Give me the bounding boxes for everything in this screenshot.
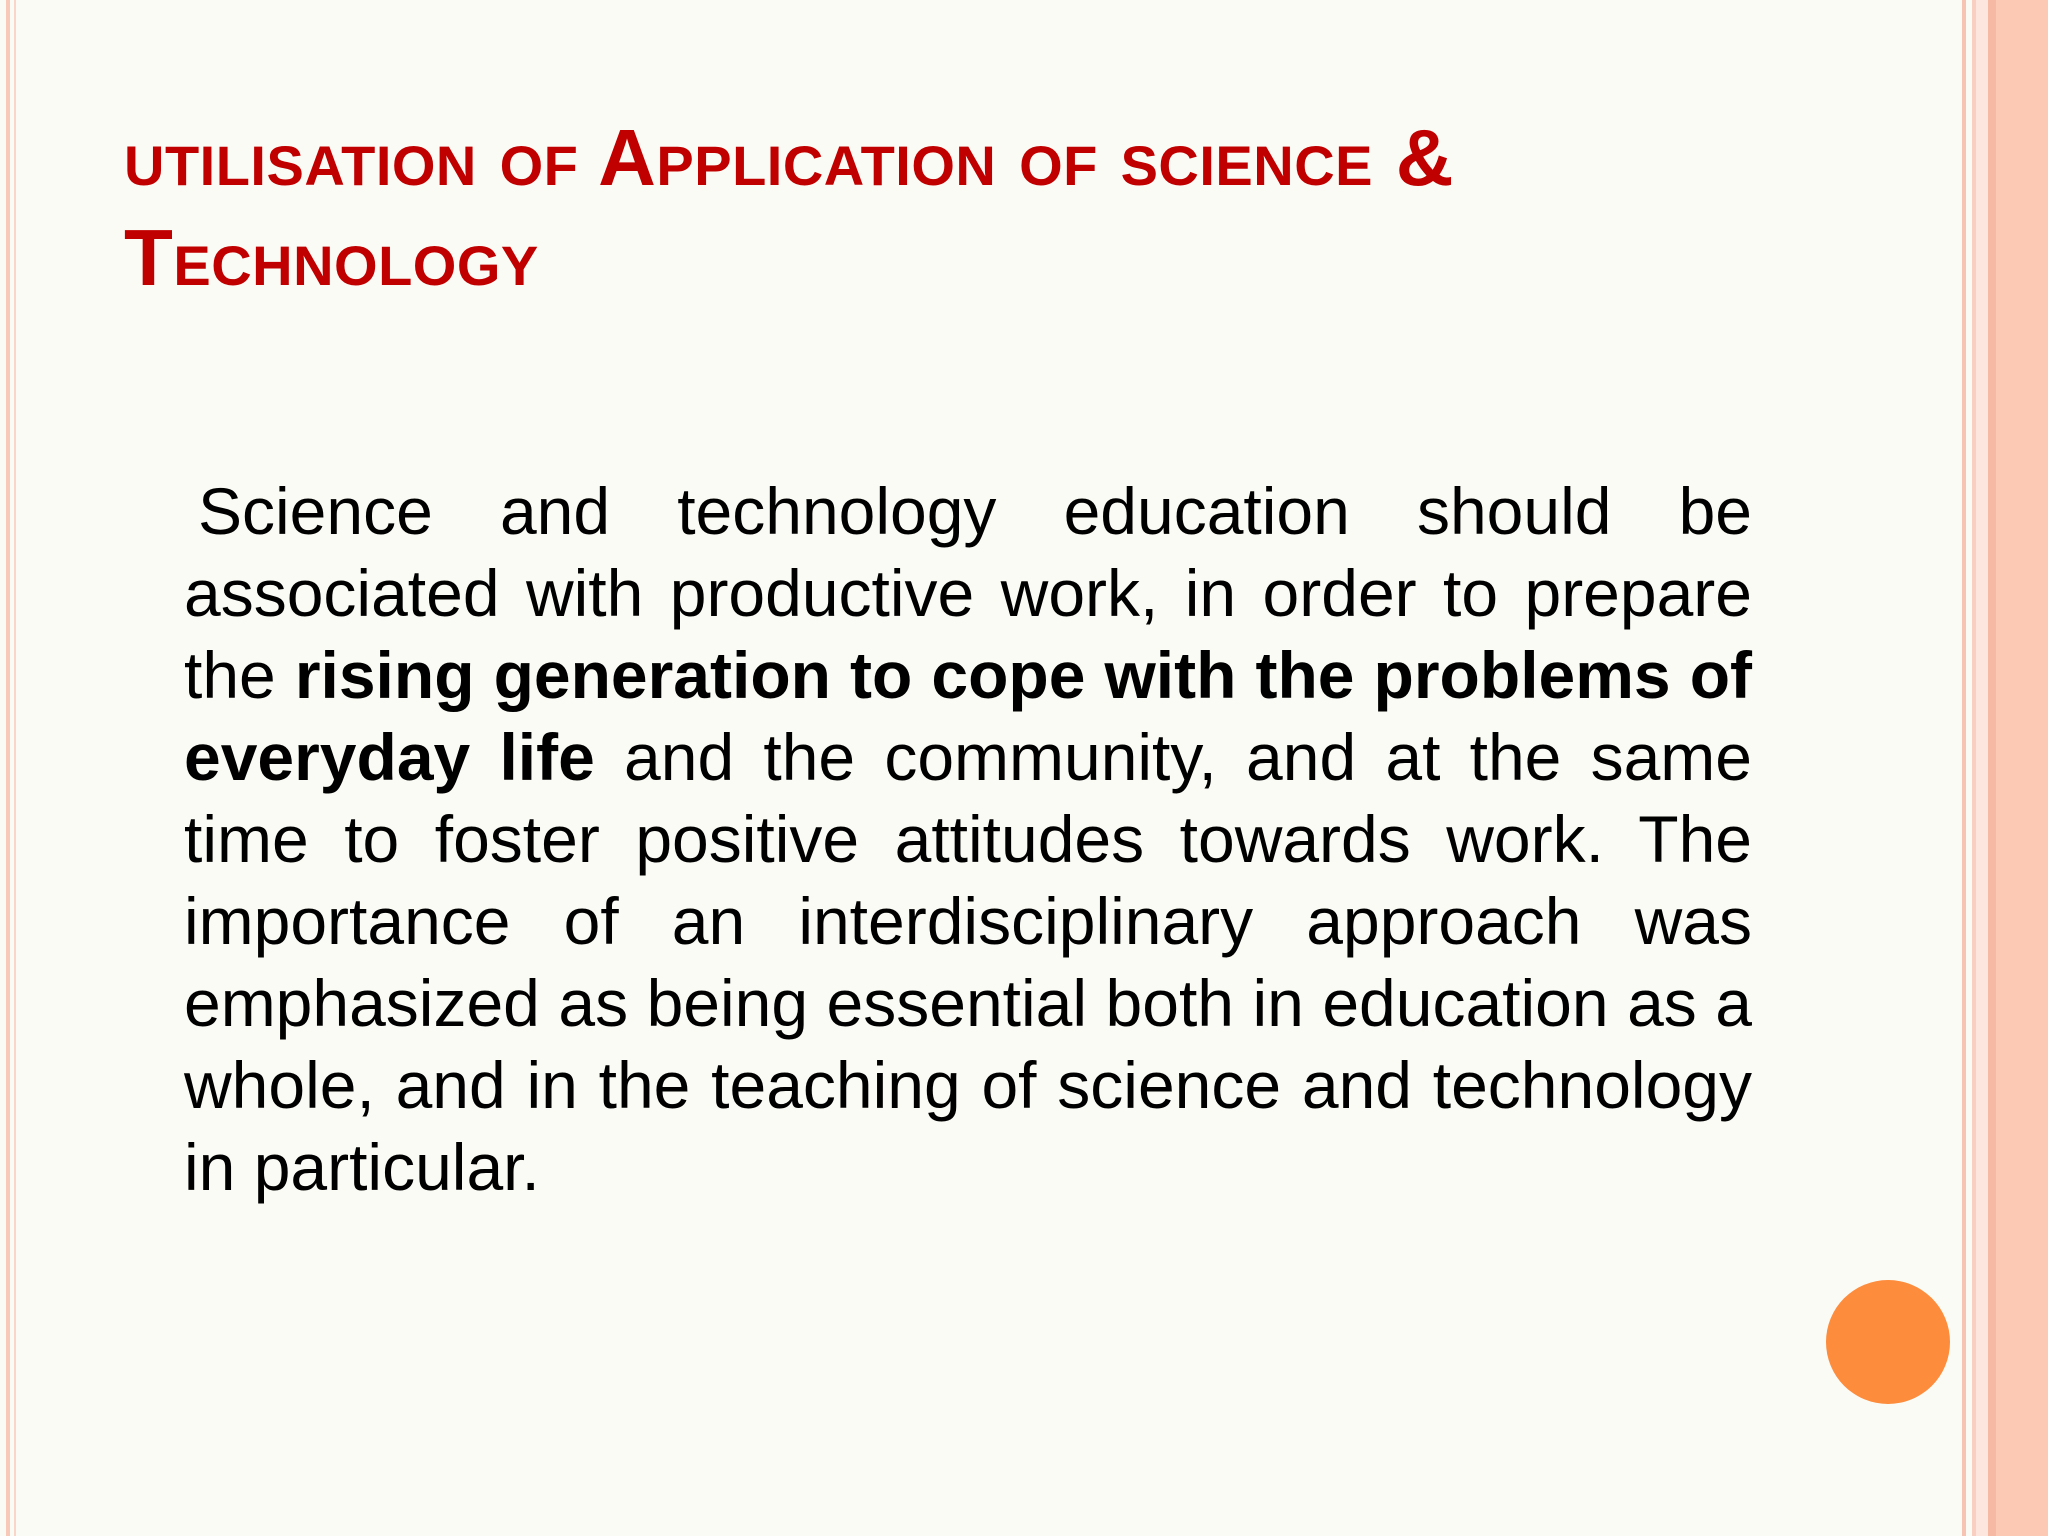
slide-body-text [184,470,1752,1208]
right-border-panel [1976,0,1988,1536]
orange-circle-decoration [1826,1280,1950,1404]
right-border-band [1996,0,2048,1536]
right-border-stripe [1988,0,1996,1536]
body-text-part-1: Science and technology education should be associated with productive work, in order to prepare the [184,474,1752,712]
left-border-line [6,0,10,1536]
body-text-part-2: and the community, and at the same time to foster positive attitudes towards work. The importance of an interdisciplinary approach was emphasized as being essential both in education as a whole, and in the teaching of science and technology in particular. [184,720,1752,1204]
right-border-stripe [1962,0,1966,1536]
slide-title: utilisation of Application of science & Technology [124,113,1455,302]
left-border-line-inner [14,0,16,1536]
body-text-bold: rising generation to cope with the problems of everyday life [184,638,1752,794]
